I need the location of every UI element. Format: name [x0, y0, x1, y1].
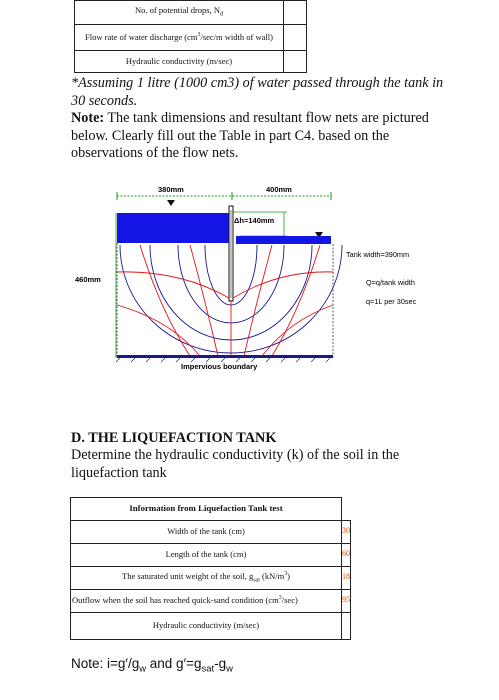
flow-net-results-table	[74, 0, 307, 73]
equipotential-lines	[117, 245, 333, 356]
impervious-boundary-label: Impervious boundary	[181, 362, 258, 371]
liquefaction-table	[70, 497, 351, 640]
tank-length-row-label: Length of the tank (cm)	[71, 543, 342, 566]
outflow-row-value[interactable]: 95	[342, 589, 351, 612]
rate-formula-label: q=1L per 30sec	[366, 297, 417, 306]
conductivity-row-value[interactable]	[342, 612, 351, 639]
tank-width-row-label: Width of the tank (cm)	[71, 520, 342, 543]
potential-drops-label: No. of potential drops, $N_d$	[75, 1, 284, 25]
potential-drops-value[interactable]	[284, 1, 307, 25]
flow-rate-value[interactable]	[284, 25, 307, 51]
unit-weight-row-value[interactable]: 18	[342, 566, 351, 589]
assumption-text: *Assuming 1 litre (1000 cm3) of water passed through the tank in 30 seconds.	[71, 75, 444, 109]
formula-note: Note: $i=g'/g_w$ and $g'=g_{sat}-g_w$	[71, 656, 233, 675]
tank-width-label: Tank width=390mm	[346, 250, 410, 259]
note-text: The tank dimensions and resultant flow nets are pictured below. Clearly fill out the Table in part C4. based on the observations of the flow nets.	[71, 110, 429, 161]
hydraulic-conductivity-label: Hydraulic conductivity (m/sec)	[75, 51, 284, 73]
hydraulic-conductivity-value[interactable]	[284, 51, 307, 73]
impervious-boundary-line	[117, 355, 333, 358]
flow-rate-label: Flow rate of water discharge ($cm^3/\sec/m$ width of wall)	[75, 25, 284, 51]
section-d-title: D. THE LIQUEFACTION TANK	[71, 430, 277, 446]
note-paragraph	[71, 110, 451, 163]
unit-weight-row-label: The saturated unit weight of the soil, $g_{sat}$ $(kN/m^3)$	[71, 566, 342, 589]
flow-lines	[120, 245, 342, 353]
note-label: Note:	[71, 110, 105, 126]
downstream-water	[236, 236, 331, 244]
tank-length-row-value[interactable]: 60	[342, 543, 351, 566]
dim-right-label: 400mm	[266, 185, 292, 194]
liquefaction-table-header: Information from Liquefaction Tank test	[71, 498, 342, 521]
section-d-description: Determine the hydraulic conductivity (k) of the soil in the liquefaction tank	[71, 447, 400, 481]
outflow-row-label: Outflow when the soil has reached quick-sand condition $(cm^3/\sec)$	[71, 589, 342, 612]
dim-left-label: 380mm	[158, 185, 184, 194]
upstream-water	[117, 213, 230, 243]
sheet-pile	[229, 206, 233, 301]
tank-width-row-value[interactable]: 30	[342, 520, 351, 543]
flow-formula-label: Q=q/tank width	[366, 278, 415, 287]
height-label: 460mm	[75, 275, 101, 284]
upstream-water-level-marker	[167, 200, 175, 206]
conductivity-row-label: Hydraulic conductivity (m/sec)	[71, 612, 342, 639]
head-difference-label: Δh=140mm	[234, 216, 275, 225]
downstream-water-level-marker	[315, 232, 323, 238]
